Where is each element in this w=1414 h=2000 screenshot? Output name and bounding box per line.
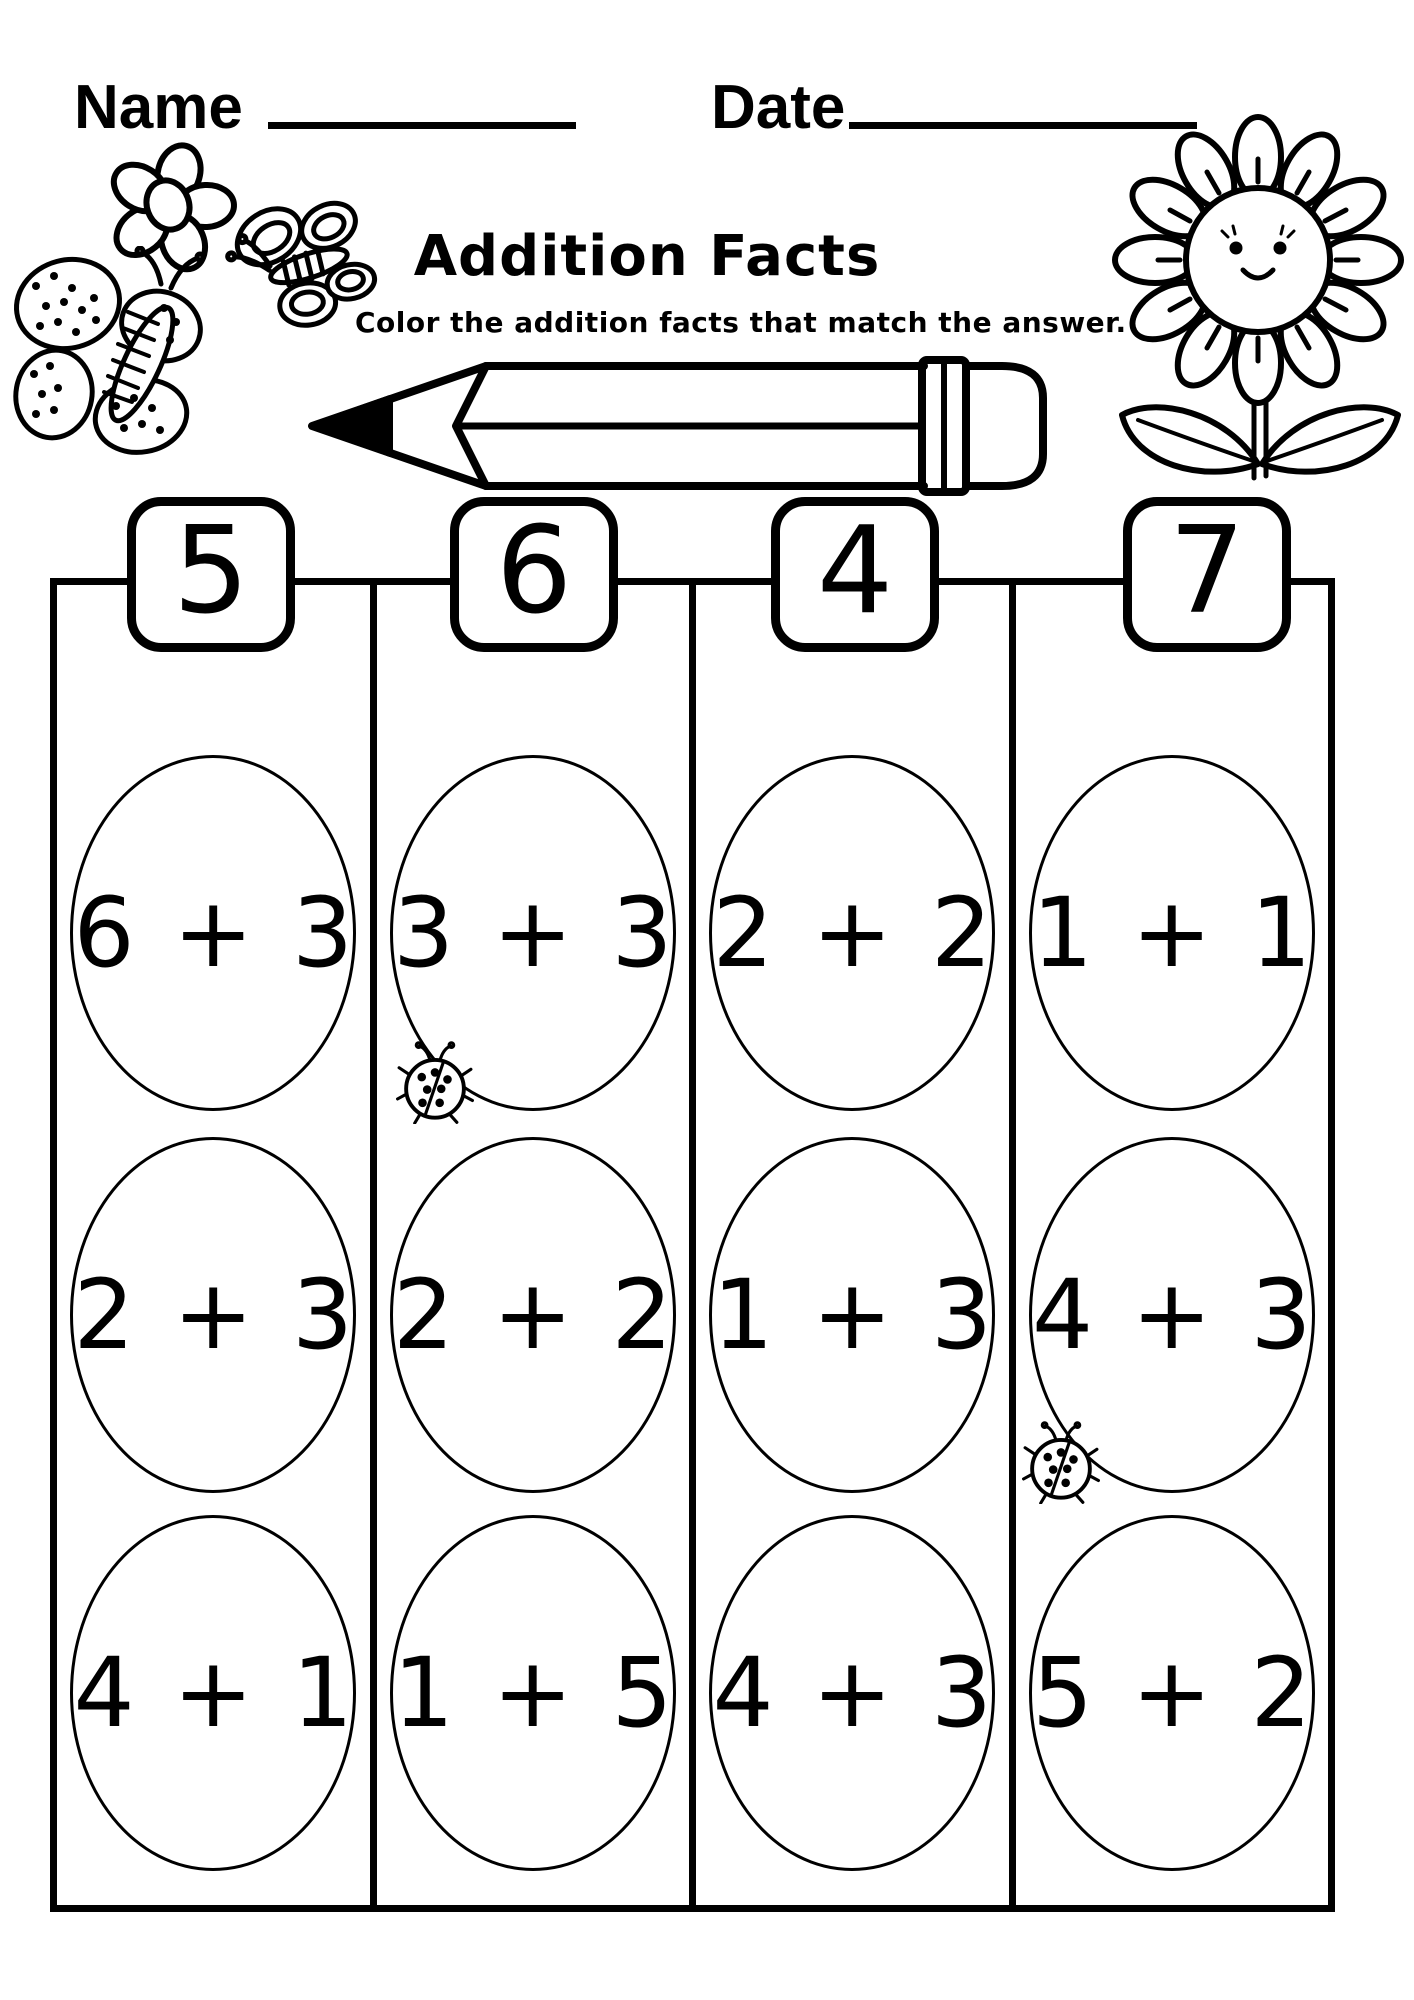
answer-number: 4	[816, 501, 894, 641]
answer-box-5	[127, 497, 295, 652]
fact-column-5	[57, 585, 377, 1905]
pencil-icon	[300, 356, 1048, 496]
date-label: Date	[711, 73, 846, 142]
answer-box-4	[771, 497, 939, 652]
ladybug-icon	[1022, 1418, 1100, 1504]
fact-circle[interactable]: 1 + 3	[709, 1137, 995, 1493]
fact-circle[interactable]: 4 + 3	[1029, 1137, 1315, 1493]
fact-circle[interactable]: 2 + 2	[390, 1137, 676, 1493]
facts-table	[50, 578, 1335, 1912]
answer-number: 6	[495, 501, 573, 641]
ladybug-icon	[396, 1038, 474, 1124]
fact-circle[interactable]: 3 + 3	[390, 755, 676, 1111]
fact-circle[interactable]: 1 + 1	[1029, 755, 1315, 1111]
answer-box-6	[450, 497, 618, 652]
answer-number: 5	[172, 501, 250, 641]
answer-number: 7	[1168, 501, 1246, 641]
fact-circle[interactable]: 4 + 1	[70, 1515, 356, 1871]
smiling-sunflower-icon	[1108, 112, 1408, 502]
fact-circle[interactable]: 4 + 3	[709, 1515, 995, 1871]
dotted-butterfly-icon	[6, 246, 231, 458]
fact-circle[interactable]: 2 + 2	[709, 755, 995, 1111]
fact-circle[interactable]: 1 + 5	[390, 1515, 676, 1871]
fact-circle[interactable]: 2 + 3	[70, 1137, 356, 1493]
fact-column-7	[1016, 585, 1329, 1905]
fact-circle[interactable]: 6 + 3	[70, 755, 356, 1111]
answer-box-7	[1123, 497, 1291, 652]
name-fill-line[interactable]	[268, 122, 576, 129]
butterfly-icon	[213, 188, 403, 338]
instructions-text: Color the addition facts that match the answer.	[355, 306, 1127, 339]
fact-column-4	[696, 585, 1016, 1905]
fact-circle[interactable]: 5 + 2	[1029, 1515, 1315, 1871]
page-title: Addition Facts	[413, 224, 881, 289]
name-label: Name	[74, 73, 243, 142]
fact-column-6	[377, 585, 697, 1905]
